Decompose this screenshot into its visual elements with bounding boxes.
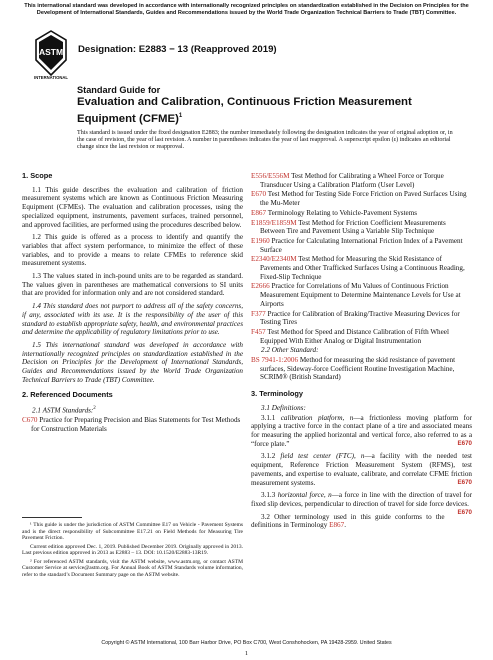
reference-code-link[interactable]: F377 [251, 309, 266, 318]
reference-item [251, 356, 472, 382]
reference-code-link[interactable]: E2666 [251, 282, 270, 291]
footnotes [22, 522, 243, 580]
scope-1-2: 1.2 This guide is offered as a process to identify and quantify the variables that affect system performance, to minimize the effect of these variables, and to provide a means to relate CFMEs to reference skid measurement systems. [22, 233, 243, 268]
definition-3-1-3: 3.1.3 horizontal force, n—a force in line with the direction of travel for fixed slip devices, perpendicular to direction of travel for side force devices. E670 [251, 491, 472, 516]
reference-item [251, 172, 472, 189]
title-main: Evaluation and Calibration, Continuous Friction Measurement Equipment (CFME)$^1$ [77, 96, 412, 125]
reference-code-link[interactable]: E1859/E1859M [251, 218, 297, 227]
reference-item [251, 255, 472, 281]
reference-code-link[interactable]: C670 [22, 416, 38, 425]
reference-title: Practice for Calibration of Braking/Tractive Measuring Devices for Testing Tires [260, 309, 460, 327]
section-heading-referenced-documents: 2. Referenced Documents [22, 390, 113, 400]
reference-item [251, 209, 472, 218]
reference-title: Test Method for Friction Coefficient Measurements Between Tire and Pavement Using a Variable Slip Technique [260, 218, 446, 236]
reference-item [251, 219, 472, 236]
reference-title: Test Method for Speed and Distance Calibration of Fifth Wheel Equipped With Either Analog or Digital Instrumentation [260, 327, 449, 345]
title-footnote-mark: 1 [178, 112, 183, 119]
reference-title: Method for measuring the skid resistance of pavement surfaces, Sideway-force Coefficient Routine Investigation Machine, SCRIM® (British Standard) [260, 356, 456, 382]
reference-item [22, 416, 243, 433]
definition-source-link[interactable]: E670 [457, 508, 472, 516]
tbt-notice: This international standard was developed in accordance with internationally recognized principles on standardization established in the Decision on Principles for the Development of International Standards, Guides and Recommendations issued by the World Trade Organization Technical Barriers to Trade (TBT) Committee. [24, 3, 469, 16]
astm-logo-icon [33, 30, 69, 80]
section-heading-terminology: 3. Terminology [251, 389, 304, 399]
reference-title: Practice for Calculating International Friction Index of a Pavement Surface [260, 236, 463, 254]
definition-3-1-1: 3.1.1 calibration platform, n—a frictionless moving platform for applying a tractive force in the contact plane of a tire and associated means for measuring the applied horizontal and vertical force, also referred to as a “force plate.” E670 [251, 413, 472, 448]
page-number: 1 [244, 650, 249, 657]
definition-3-1-2: 3.1.2 field test center (FTC), n—a facility with the needed test equipment, Reference Friction Measurement System (RFMS), test pavements, and expertise to evaluate, calibrate, and correlate CFME friction measurement systems. E670 [251, 452, 473, 487]
scope-1-4: 1.4 This standard does not purport to address all of the safety concerns, if any, associated with its use. It is the responsibility of the user of this standard to establish appropriate safety, health, and environmental practices and determine the applicability of regulatory limitations prior to use. [22, 302, 243, 337]
scope-1-1: 1.1 This guide describes the evaluation and calibration of friction measurement systems which are known as Continuous Friction Measuring Equipment (CFMEs). The evaluation and calibration processes, using the specialized equipment, instruments, pavement surfaces, trained personnel, and approved facilities, are performed using the procedures described below. [22, 185, 243, 229]
right-reference-list [251, 172, 472, 345]
title-block [77, 85, 437, 126]
logo-text: INTERNATIONAL [34, 75, 68, 80]
reference-item [251, 328, 472, 345]
reference-item [251, 310, 472, 327]
reference-title: Test Method for Calibrating a Wheel Force or Torque Transducer Using a Calibration Platform (User Level) [260, 172, 444, 189]
footnote-1: ¹ This guide is under the jurisdiction of ASTM Committee E17 on Vehicle - Pavement Systems and is the direct responsibility of Subcommittee E17.21 on Field Methods for Measuring Tire Pavement Friction. [22, 522, 243, 541]
reference-code-link[interactable]: E2340/E2340M [251, 255, 297, 264]
reference-code-link[interactable]: E1960 [251, 236, 270, 245]
section-heading-scope: 1. Scope [22, 171, 53, 180]
left-column [22, 172, 243, 435]
reference-code-link[interactable]: E670 [251, 190, 267, 199]
designation: Designation: E2883 − 13 (Reapproved 2019) [78, 44, 277, 55]
left-reference-list [22, 416, 243, 433]
reference-item [251, 282, 472, 308]
footnote-divider [22, 517, 82, 518]
definitions-label: 3.1 Definitions: [261, 403, 306, 412]
reference-link-e867[interactable]: E867 [329, 521, 345, 530]
reference-code-link[interactable]: F457 [251, 327, 266, 336]
reference-code-link[interactable]: E867 [251, 208, 267, 217]
terminology-3-2: 3.2 Other terminology used in this guide conforms to the definitions in Terminology E867. [251, 512, 445, 530]
reference-title: Terminology Relating to Vehicle-Pavement Systems [267, 208, 418, 217]
other-reference-list [251, 356, 472, 382]
scope-1-5: 1.5 This international standard was developed in accordance with internationally recognized principles on standardization established in the Decision on Principles for the Development of International Standards, Guides and Recommendations issued by the World Trade Organization Technical Barriers to Trade (TBT) Committee. [22, 340, 243, 384]
scope-1-3: 1.3 The values stated in inch-pound units are to be regarded as standard. The values given in parentheses are mathematical conversions to SI units that are provided for information only and are not considered standard. [22, 272, 243, 298]
definition-source-link[interactable]: E670 [457, 478, 472, 486]
reference-title: Practice for Preparing Precision and Bias Statements for Test Methods for Construction Materials [31, 416, 241, 433]
other-standard-label: 2.2 Other Standard: [261, 346, 319, 355]
reference-code-link[interactable]: BS 7941-1:2006 [251, 356, 299, 365]
title-kind: Standard Guide for [77, 85, 161, 95]
footnote-2: ² For referenced ASTM standards, visit the ASTM website, www.astm.org, or contact ASTM Customer Service at service@astm.org. For Annual Book of ASTM Standards volume information, refer to the standard’s Document Summary page on the ASTM website. [22, 558, 243, 578]
preface-note: This standard is issued under the fixed designation E2883; the number immediately following the designation indicates the year of original adoption or, in the case of revision, the year of last revision. A number in parentheses indicates the year of last reapproval. A superscript epsilon (ε) indicates an editorial change since the last revision or reapproval. [77, 130, 453, 151]
reference-title: Test Method for Testing Side Force Friction on Paved Surfaces Using the Mu-Meter [260, 190, 467, 208]
reference-item [251, 237, 472, 254]
reference-code-link[interactable]: E556/E556M [251, 172, 290, 180]
right-column [251, 172, 472, 534]
reference-item [251, 190, 472, 207]
reference-title: Practice for Correlations of Mu Values of Continuous Friction Measurement Equipment to Determine Maintenance Levels for Use at Airports [260, 282, 461, 308]
svg-text:ASTM: ASTM [38, 47, 64, 57]
astm-standards-label: 2.1 ASTM Standards:$^2$ [32, 406, 96, 415]
definition-source-link[interactable]: E670 [457, 439, 472, 447]
footnote-1-edition: Current edition approved Dec. 1, 2019. Published December 2019. Originally approved in 2013. Last previous edition approved in 2013 as E2883 – 13. DOI: 10.1520/E2883-13R19. [22, 543, 243, 556]
copyright-line: Copyright © ASTM International, 100 Barr Harbor Drive, PO Box C700, West Conshohocken, PA 19428-2959. United States [101, 640, 392, 646]
reference-title: Test Method for Measuring the Skid Resistance of Pavements and Other Trafficked Surfaces Using a Continuous Reading, Fixed-Slip Technique [260, 255, 465, 281]
